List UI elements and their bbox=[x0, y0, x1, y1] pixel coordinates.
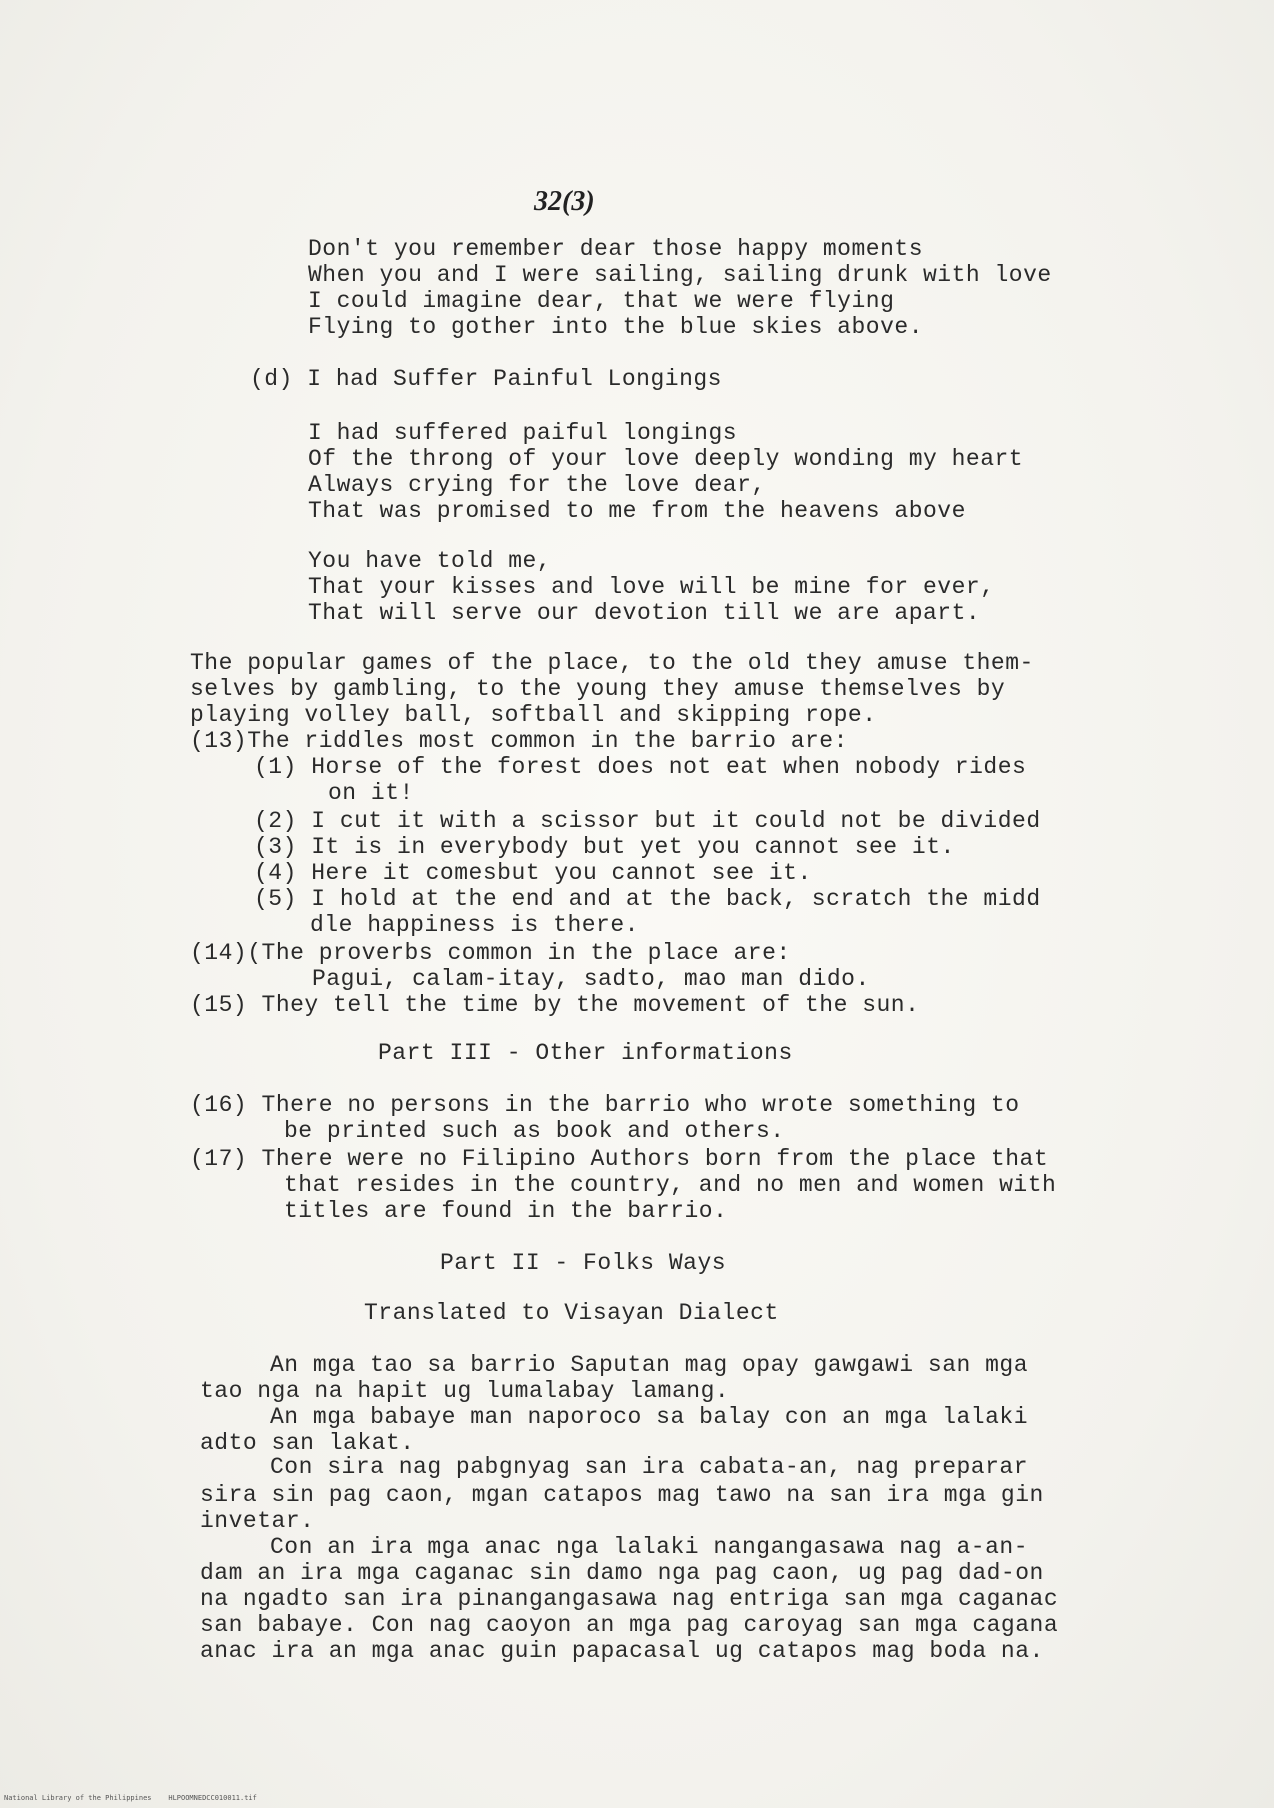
item-16: be printed such as book and others. bbox=[284, 1118, 785, 1144]
item-17: titles are found in the barrio. bbox=[284, 1198, 728, 1224]
poem-line: That will serve our devotion till we are apart. bbox=[308, 600, 981, 626]
item-16: (16) There no persons in the barrio who wrote something to bbox=[190, 1092, 1020, 1118]
visayan-line: na ngadto san ira pinangangasawa nag entriga san mga caganac bbox=[200, 1586, 1059, 1612]
visayan-line: Con sira nag pabgnyag san ira cabata-an, nag preparar bbox=[270, 1454, 1029, 1480]
visayan-line: invetar. bbox=[200, 1508, 315, 1534]
games-line: playing volley ball, softball and skipping rope. bbox=[190, 702, 877, 728]
visayan-line: anac ira an mga anac guin papacasal ug catapos mag boda na. bbox=[200, 1638, 1044, 1664]
poem-line: I could imagine dear, that we were flying bbox=[308, 288, 895, 314]
poem-line: Flying to gother into the blue skies above. bbox=[308, 314, 923, 340]
visayan-line: An mga tao sa barrio Saputan mag opay gawgawi san mga bbox=[270, 1352, 1029, 1378]
visayan-line: tao nga na hapit ug lumalabay lamang. bbox=[200, 1378, 730, 1404]
visayan-line: sira sin pag caon, mgan catapos mag tawo na san ira mga gin bbox=[200, 1482, 1044, 1508]
proverb: Pagui, calam-itay, sadto, mao man dido. bbox=[312, 966, 870, 992]
poem-title: (d) I had Suffer Painful Longings bbox=[250, 366, 722, 392]
visayan-line: An mga babaye man naporoco sa balay con an mga lalaki bbox=[270, 1404, 1029, 1430]
riddle-item: (3) It is in everybody but yet you cannot see it. bbox=[254, 834, 955, 860]
poem-line: I had suffered paiful longings bbox=[308, 420, 738, 446]
poem-line: Don't you remember dear those happy moments bbox=[308, 236, 923, 262]
translated-heading: Translated to Visayan Dialect bbox=[364, 1300, 779, 1326]
riddle-item: on it! bbox=[328, 780, 414, 806]
games-line: selves by gambling, to the young they amuse themselves by bbox=[190, 676, 1006, 702]
riddle-item: (2) I cut it with a scissor but it could not be divided bbox=[254, 808, 1041, 834]
riddle-item: (5) I hold at the end and at the back, scratch the midd bbox=[254, 886, 1041, 912]
page-number: 32(3) bbox=[534, 186, 595, 217]
games-line: The popular games of the place, to the old they amuse them- bbox=[190, 650, 1034, 676]
part2-heading: Part II - Folks Ways bbox=[440, 1250, 727, 1276]
poem-line: That was promised to me from the heavens above bbox=[308, 498, 966, 524]
item-17: (17) There were no Filipino Authors born from the place that bbox=[190, 1146, 1049, 1172]
riddle-item: (4) Here it comesbut you cannot see it. bbox=[254, 860, 812, 886]
visayan-line: dam an ira mga caganac sin damo nga pag caon, ug pag dad-on bbox=[200, 1560, 1044, 1586]
item-17: that resides in the country, and no men and women with bbox=[284, 1172, 1057, 1198]
riddle-item: dle happiness is there. bbox=[310, 912, 639, 938]
riddle-item: (1) Horse of the forest does not eat when nobody rides bbox=[254, 754, 1027, 780]
footer-caption: National Library of the Philippines HLPOOMNEDCC010011.tif bbox=[4, 1794, 257, 1802]
poem-line: That your kisses and love will be mine for ever, bbox=[308, 574, 995, 600]
proverbs-intro: (14)(The proverbs common in the place are: bbox=[190, 940, 791, 966]
poem-line: Always crying for the love dear, bbox=[308, 472, 766, 498]
poem-line: You have told me, bbox=[308, 548, 552, 574]
riddles-intro: (13)The riddles most common in the barrio are: bbox=[190, 728, 848, 754]
visayan-line: san babaye. Con nag caoyon an mga pag caroyag san mga cagana bbox=[200, 1612, 1059, 1638]
item-15: (15) They tell the time by the movement of the sun. bbox=[190, 992, 920, 1018]
visayan-line: Con an ira mga anac nga lalaki nangangasawa nag a-an- bbox=[270, 1534, 1029, 1560]
poem-line: When you and I were sailing, sailing drunk with love bbox=[308, 262, 1052, 288]
visayan-line: adto san lakat. bbox=[200, 1430, 415, 1456]
part3-heading: Part III - Other informations bbox=[378, 1040, 793, 1066]
poem-line: Of the throng of your love deeply wonding my heart bbox=[308, 446, 1024, 472]
